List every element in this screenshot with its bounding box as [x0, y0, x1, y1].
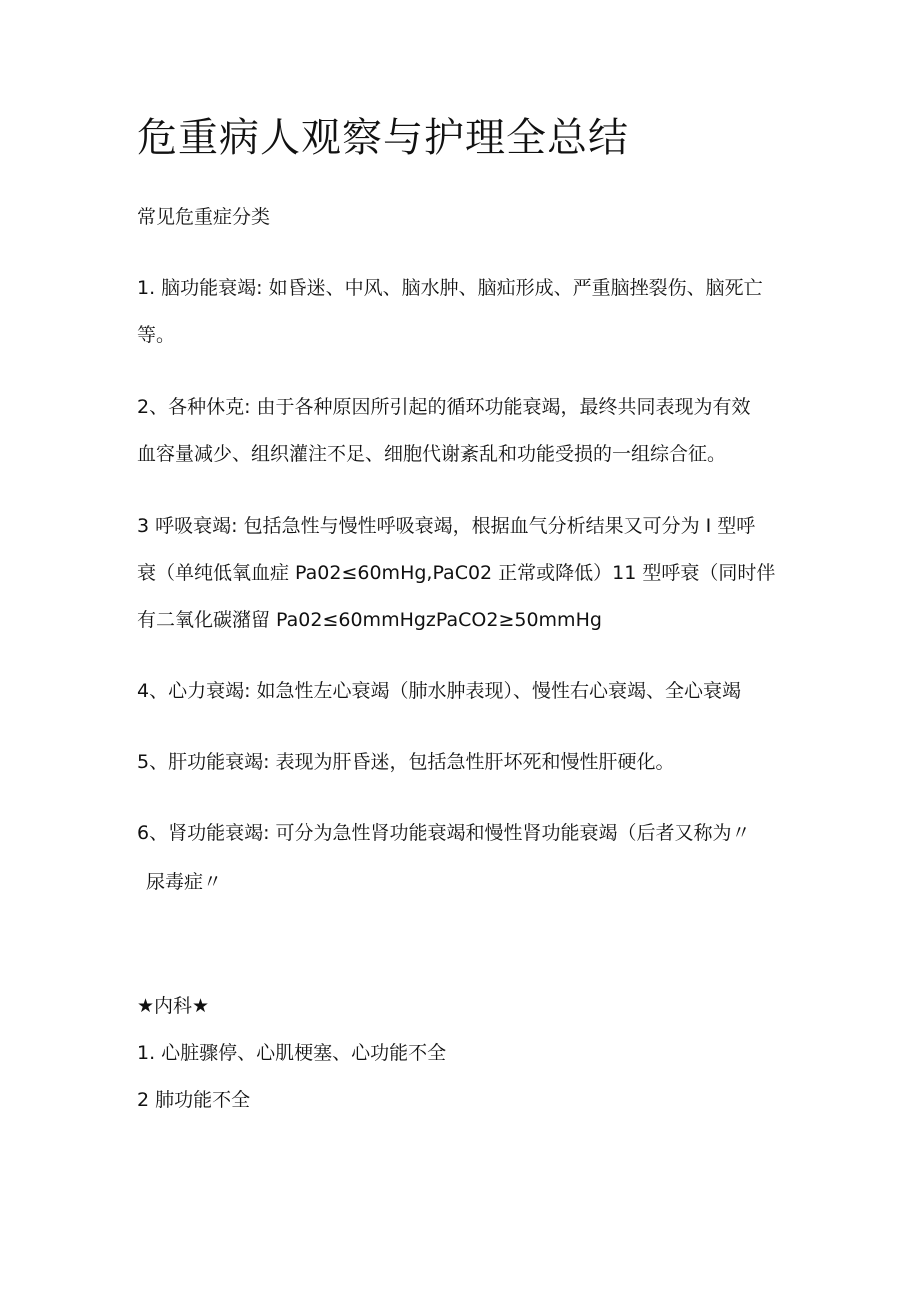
document-title: 危重病人观察与护理全总结 — [137, 115, 629, 161]
item-2-line-2: 血容量减少、组织灌注不足、细胞代谢紊乱和功能受损的一组综合征。 — [137, 443, 727, 465]
item-3-line-2: 衰（单纯低氧血症 Pa02≤60mHg,PaC02 正常或降低）11 型呼衰（同时伴 — [137, 562, 776, 584]
item-2-line-1: 2、各种休克: 由于各种原因所引起的循环功能衰竭，最终共同表现为有效 — [137, 396, 751, 418]
item-5-line-1: 5、肝功能衰竭: 表现为肝昏迷，包括急性肝坏死和慢性肝硬化。 — [137, 751, 675, 773]
item-3-line-3: 有二氧化碳潴留 Pa02≤60mmHgzPaCO2≥50mmHg — [137, 609, 602, 631]
item-3-line-1: 3 呼吸衰竭: 包括急性与慢性呼吸衰竭，根据血气分析结果又可分为 I 型呼 — [137, 515, 756, 537]
item-1-line-1: 1. 脑功能衰竭: 如昏迷、中风、脑水肿、脑疝形成、严重脑挫裂伤、脑死亡 — [137, 277, 763, 299]
item-6-line-2: 尿毒症〃 — [146, 871, 223, 893]
internal-medicine-item-2: 2 肺功能不全 — [137, 1089, 251, 1111]
internal-medicine-heading: ★内科★ — [137, 995, 210, 1017]
item-6-line-1: 6、肾功能衰竭: 可分为急性肾功能衰竭和慢性肾功能衰竭（后者又称为〃 — [137, 822, 751, 844]
section-heading: 常见危重症分类 — [137, 206, 271, 228]
item-4-line-1: 4、心力衰竭: 如急性左心衰竭（肺水肿表现）、慢性右心衰竭、全心衰竭 — [137, 680, 742, 702]
item-1-line-2: 等。 — [137, 324, 176, 346]
internal-medicine-item-1: 1. 心脏骤停、心肌梗塞、心功能不全 — [137, 1042, 447, 1064]
